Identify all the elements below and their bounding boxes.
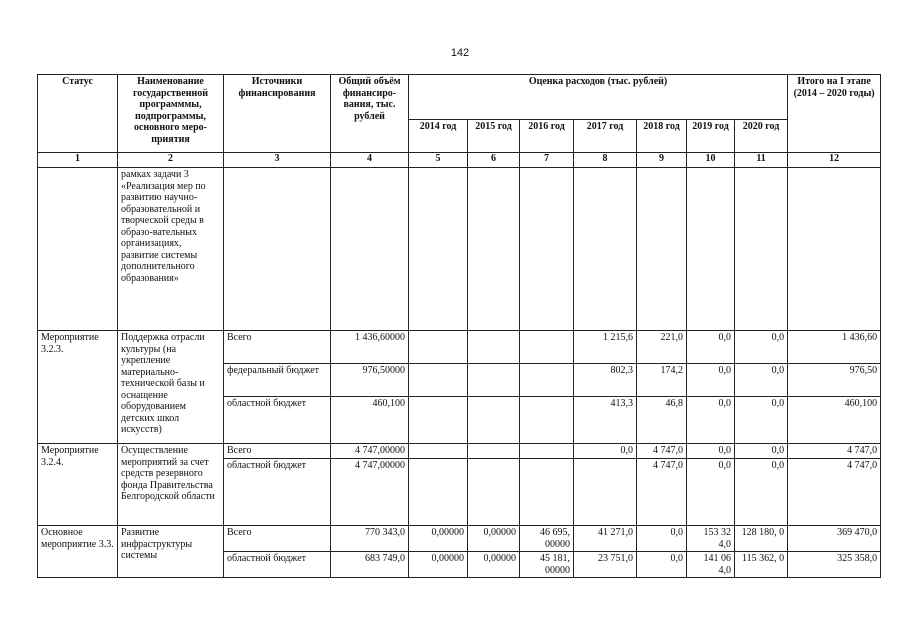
table-row xyxy=(38,444,881,459)
column-number: 4 xyxy=(331,153,409,168)
header-estimate: Оценка расходов (тыс. рублей) xyxy=(409,75,788,120)
value-2016 xyxy=(520,459,574,526)
column-number: 1 xyxy=(38,153,118,168)
cell-empty xyxy=(409,168,468,331)
value-2014 xyxy=(409,397,468,444)
value-2017: 1 215,6 xyxy=(574,331,637,364)
value-2017 xyxy=(574,459,637,526)
table-row xyxy=(38,331,881,364)
header-name: Наименование государственной программмы, подпрограммы, основного меро-приятия xyxy=(118,75,224,153)
continuation-row xyxy=(38,168,881,331)
cell-empty xyxy=(574,168,637,331)
value-2014 xyxy=(409,331,468,364)
itogo-cell: 976,50 xyxy=(788,364,881,397)
source-cell: Всего xyxy=(224,526,331,552)
value-2019: 153 32 4,0 xyxy=(687,526,735,552)
value-2014 xyxy=(409,444,468,459)
value-2019: 0,0 xyxy=(687,444,735,459)
value-2018: 4 747,0 xyxy=(637,444,687,459)
cell-empty xyxy=(520,168,574,331)
column-number: 2 xyxy=(118,153,224,168)
source-cell: Всего xyxy=(224,444,331,459)
value-2018: 221,0 xyxy=(637,331,687,364)
source-cell: областной бюджет xyxy=(224,552,331,578)
cell-empty xyxy=(468,168,520,331)
column-number: 8 xyxy=(574,153,637,168)
value-2020: 0,0 xyxy=(735,364,788,397)
value-2014 xyxy=(409,364,468,397)
source-cell: областной бюджет xyxy=(224,459,331,526)
cell-empty xyxy=(687,168,735,331)
value-2020: 0,0 xyxy=(735,459,788,526)
value-2017: 0,0 xyxy=(574,444,637,459)
value-2019: 0,0 xyxy=(687,459,735,526)
value-2020: 0,0 xyxy=(735,397,788,444)
cell-empty xyxy=(637,168,687,331)
column-number: 6 xyxy=(468,153,520,168)
value-2016 xyxy=(520,397,574,444)
header-year-2020: 2020 год xyxy=(735,120,788,153)
value-2014: 0,00000 xyxy=(409,552,468,578)
total-cell: 1 436,60000 xyxy=(331,331,409,364)
header-row-1 xyxy=(38,75,881,120)
value-2018: 0,0 xyxy=(637,552,687,578)
name-cell: Осуществление мероприятий за счет средств резервного фонда Правительства Белгородской области xyxy=(118,444,224,526)
cell-empty xyxy=(735,168,788,331)
value-2016 xyxy=(520,444,574,459)
header-year-2014: 2014 год xyxy=(409,120,468,153)
value-2014: 0,00000 xyxy=(409,526,468,552)
column-number: 9 xyxy=(637,153,687,168)
value-2015: 0,00000 xyxy=(468,552,520,578)
value-2017: 23 751,0 xyxy=(574,552,637,578)
cell-empty xyxy=(224,168,331,331)
header-year-2015: 2015 год xyxy=(468,120,520,153)
value-2016: 45 181, 00000 xyxy=(520,552,574,578)
itogo-cell: 1 436,60 xyxy=(788,331,881,364)
value-2018: 0,0 xyxy=(637,526,687,552)
value-2016: 46 695, 00000 xyxy=(520,526,574,552)
status-cell: Мероприятие 3.2.4. xyxy=(38,444,118,526)
header-status: Статус xyxy=(38,75,118,153)
value-2019: 0,0 xyxy=(687,364,735,397)
header-year-2017: 2017 год xyxy=(574,120,637,153)
total-cell: 4 747,00000 xyxy=(331,459,409,526)
value-2018: 46,8 xyxy=(637,397,687,444)
value-2020: 0,0 xyxy=(735,444,788,459)
column-number: 7 xyxy=(520,153,574,168)
value-2017: 41 271,0 xyxy=(574,526,637,552)
value-2014 xyxy=(409,459,468,526)
status-cell: Мероприятие 3.2.3. xyxy=(38,331,118,444)
status-cell: Основное мероприятие 3.3. xyxy=(38,526,118,578)
page-number: 142 xyxy=(450,47,470,59)
total-cell: 460,100 xyxy=(331,397,409,444)
source-cell: федеральный бюджет xyxy=(224,364,331,397)
value-2020: 115 362, 0 xyxy=(735,552,788,578)
value-2018: 174,2 xyxy=(637,364,687,397)
column-number: 5 xyxy=(409,153,468,168)
itogo-cell: 369 470,0 xyxy=(788,526,881,552)
value-2017: 413,3 xyxy=(574,397,637,444)
value-2015 xyxy=(468,444,520,459)
itogo-cell: 325 358,0 xyxy=(788,552,881,578)
column-number-row xyxy=(38,153,881,168)
header-year-2019: 2019 год xyxy=(687,120,735,153)
budget-table xyxy=(37,74,881,578)
value-2016 xyxy=(520,331,574,364)
value-2015: 0,00000 xyxy=(468,526,520,552)
header-sources: Источники финансирования xyxy=(224,75,331,153)
name-cell: Поддержка отрасли культуры (на укрепление материально-технической базы и оснащение оборудованием детских школ искусств) xyxy=(118,331,224,444)
header-itogo: Итого на I этапе (2014 – 2020 годы) xyxy=(788,75,881,153)
value-2015 xyxy=(468,459,520,526)
column-number: 12 xyxy=(788,153,881,168)
itogo-cell: 4 747,0 xyxy=(788,444,881,459)
source-cell: областной бюджет xyxy=(224,397,331,444)
value-2019: 0,0 xyxy=(687,331,735,364)
value-2016 xyxy=(520,364,574,397)
total-cell: 683 749,0 xyxy=(331,552,409,578)
value-2019: 141 06 4,0 xyxy=(687,552,735,578)
value-2020: 0,0 xyxy=(735,331,788,364)
total-cell: 976,50000 xyxy=(331,364,409,397)
header-year-2018: 2018 год xyxy=(637,120,687,153)
value-2017: 802,3 xyxy=(574,364,637,397)
cell-empty xyxy=(788,168,881,331)
column-number: 10 xyxy=(687,153,735,168)
value-2018: 4 747,0 xyxy=(637,459,687,526)
source-cell: Всего xyxy=(224,331,331,364)
value-2015 xyxy=(468,331,520,364)
column-number: 3 xyxy=(224,153,331,168)
header-year-2016: 2016 год xyxy=(520,120,574,153)
header-total: Общий объём финансиро-вания, тыс. рублей xyxy=(331,75,409,153)
cell-status xyxy=(38,168,118,331)
value-2015 xyxy=(468,364,520,397)
value-2019: 0,0 xyxy=(687,397,735,444)
column-number: 11 xyxy=(735,153,788,168)
value-2020: 128 180, 0 xyxy=(735,526,788,552)
itogo-cell: 460,100 xyxy=(788,397,881,444)
cell-empty xyxy=(331,168,409,331)
total-cell: 4 747,00000 xyxy=(331,444,409,459)
itogo-cell: 4 747,0 xyxy=(788,459,881,526)
name-cell: Развитие инфраструктуры системы xyxy=(118,526,224,578)
continuation-name: рамках задачи 3 «Реализация мер по развитию научно-образовательной и творческой среды в образо-вательных организациях, развитие системы дополнительного образования» xyxy=(118,168,224,331)
table-row xyxy=(38,526,881,552)
total-cell: 770 343,0 xyxy=(331,526,409,552)
value-2015 xyxy=(468,397,520,444)
